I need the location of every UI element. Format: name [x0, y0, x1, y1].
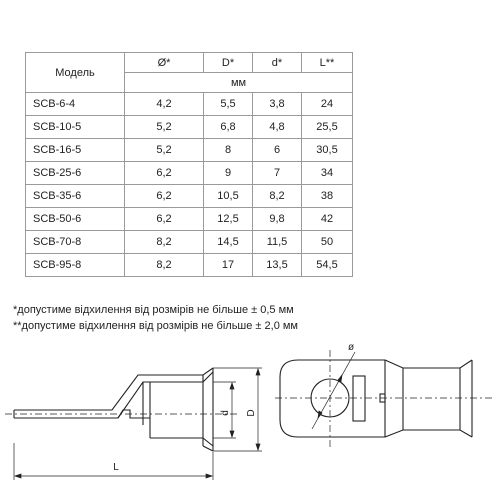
cell-model: SCB-70-8: [26, 231, 125, 254]
cell-d: 7: [253, 162, 302, 185]
cell-L: 34: [302, 162, 353, 185]
cell-model: SCB-16-5: [26, 139, 125, 162]
cell-model: SCB-35-6: [26, 185, 125, 208]
cell-diameter: 5,2: [125, 139, 204, 162]
lug-drawing: [0, 330, 500, 500]
dim-d: [213, 382, 236, 438]
cell-D: 5,5: [204, 93, 253, 116]
table-row: [26, 139, 353, 162]
cell-diameter: 6,2: [125, 162, 204, 185]
label-D: D: [246, 409, 257, 417]
side-view: [14, 367, 213, 452]
dim-diameter: [312, 352, 355, 429]
cell-diameter: 6,2: [125, 208, 204, 231]
cell-L: 54,5: [302, 254, 353, 277]
cell-diameter: 8,2: [125, 254, 204, 277]
cell-D: 8: [204, 139, 253, 162]
table-row: [26, 162, 353, 185]
cell-model: SCB-95-8: [26, 254, 125, 277]
label-diameter: ø: [348, 342, 355, 353]
table-row: [26, 93, 353, 116]
cell-D: 14,5: [204, 231, 253, 254]
cell-d: 6: [253, 139, 302, 162]
model-header: Модель: [26, 53, 125, 93]
cell-D: 9: [204, 162, 253, 185]
cell-diameter: 8,2: [125, 231, 204, 254]
cell-L: 30,5: [302, 139, 353, 162]
cell-D: 10,5: [204, 185, 253, 208]
col-header-diameter: Ø*: [125, 53, 204, 73]
cell-diameter: 6,2: [125, 185, 204, 208]
table-row: [26, 231, 353, 254]
cell-diameter: 5,2: [125, 116, 204, 139]
cell-L: 38: [302, 185, 353, 208]
cell-d: 13,5: [253, 254, 302, 277]
cell-d: 9,8: [253, 208, 302, 231]
table-row: [26, 254, 353, 277]
col-header-L: L**: [302, 53, 353, 73]
tolerance-note-2: **допустиме відхилення від розмірів не більше ± 2,0 мм: [13, 320, 298, 332]
cell-model: SCB-50-6: [26, 208, 125, 231]
cell-d: 11,5: [253, 231, 302, 254]
cell-diameter: 4,2: [125, 93, 204, 116]
cell-d: 8,2: [253, 185, 302, 208]
spec-table: [25, 52, 353, 277]
table-header-row: [26, 53, 353, 73]
cell-L: 50: [302, 231, 353, 254]
cell-L: 24: [302, 93, 353, 116]
cell-L: 25,5: [302, 116, 353, 139]
tolerance-note-1: *допустиме відхилення від розмірів не більше ± 0,5 мм: [13, 304, 294, 316]
unit-label: мм: [125, 73, 353, 93]
table-body: [26, 93, 353, 277]
col-header-D: D*: [204, 53, 253, 73]
table-row: [26, 116, 353, 139]
table-row: [26, 208, 353, 231]
cell-D: 17: [204, 254, 253, 277]
cell-d: 3,8: [253, 93, 302, 116]
cell-model: SCB-10-5: [26, 116, 125, 139]
cell-D: 12,5: [204, 208, 253, 231]
cell-model: SCB-25-6: [26, 162, 125, 185]
label-d: d: [220, 410, 231, 416]
front-view: [280, 360, 472, 437]
cell-d: 4,8: [253, 116, 302, 139]
table-row: [26, 185, 353, 208]
cell-L: 42: [302, 208, 353, 231]
cell-model: SCB-6-4: [26, 93, 125, 116]
col-header-d: d*: [253, 53, 302, 73]
label-L: L: [113, 462, 119, 473]
cell-D: 6,8: [204, 116, 253, 139]
